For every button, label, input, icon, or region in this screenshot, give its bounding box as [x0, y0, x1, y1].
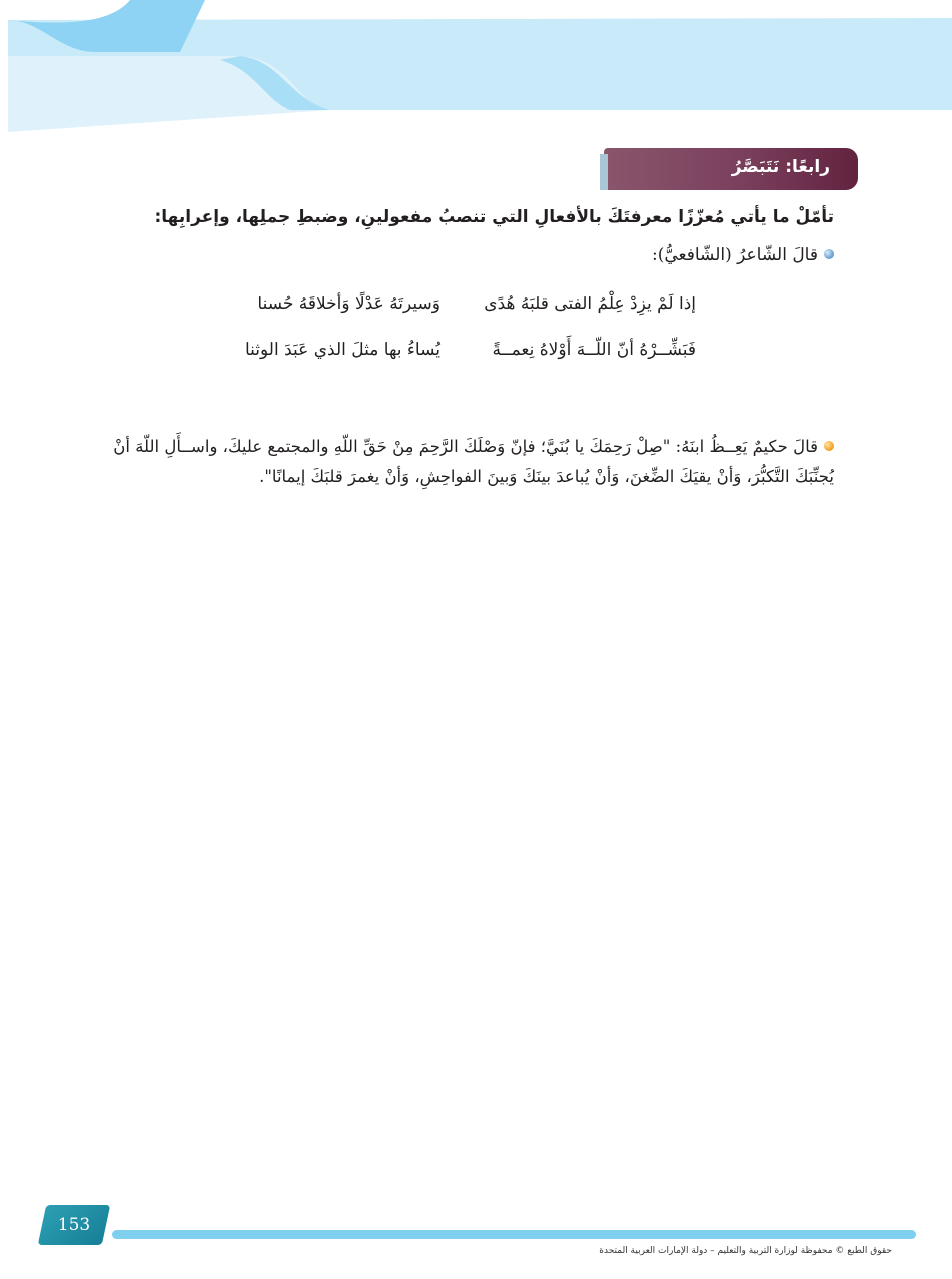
section-header-tab — [604, 148, 858, 190]
copyright-notice: حقوق الطبع © محفوظة لوزارة التربية والتعليم – دولة الإمارات العربية المتحدة — [599, 1246, 892, 1256]
wise-saying-paragraph — [104, 432, 834, 492]
orange-bullet-icon — [824, 441, 834, 451]
page-number: 153 — [57, 1215, 91, 1235]
verse-1-first-hemistich: إذا لَمْ يزِدْ عِلْمُ الفتى قلبَهُ هُدًى — [484, 294, 696, 314]
instruction-text: تأمّلْ ما يأتي مُعزّزًا معرفتَكَ بالأفعالِ التي تنصبُ مفعولينِ، وضبطِ جملِها، وإعرابِها: — [154, 207, 834, 227]
verse-2-second-hemistich: يُساءُ بها مثلَ الذي عَبَدَ الوثنا — [244, 340, 440, 360]
footer-bar — [112, 1230, 916, 1239]
blue-bullet-icon — [824, 249, 834, 259]
poet-intro-line — [534, 245, 834, 265]
wise-saying-text: قالَ حكيمٌ يَعِــظُ ابنَهُ: "صِلْ رَحِمَكَ يا بُنَيَّ؛ فإنّ وَصْلَكَ الرَّحِمَ مِنْ حَقِّ اللّهِ والمجتمع عليكَ، واســأَلِ اللّهَ أنْ يُجنِّبَكَ التَّكبُّرَ، وَأنْ يقيَكَ الضِّغنَ، وَأنْ يُباعدَ بينَكَ وَبينَ الفواحِشِ، وَأنْ يغمرَ قلبَكَ إيمانًا". — [113, 437, 834, 486]
poet-intro: قالَ الشّاعرُ (الشّافعيُّ): — [652, 245, 818, 265]
header-decoration — [0, 0, 952, 140]
verse-2-first-hemistich: فَبَشِّــرْهُ أنّ اللّــهَ أَوْلاهُ نِعمــةً — [492, 340, 696, 360]
section-title: رابعًا: نَتَبَصَّرُ — [731, 157, 830, 177]
verse-1-second-hemistich: وَسيرتَهُ عَدْلًا وَأخلاقَهُ حُسنا — [257, 294, 440, 314]
